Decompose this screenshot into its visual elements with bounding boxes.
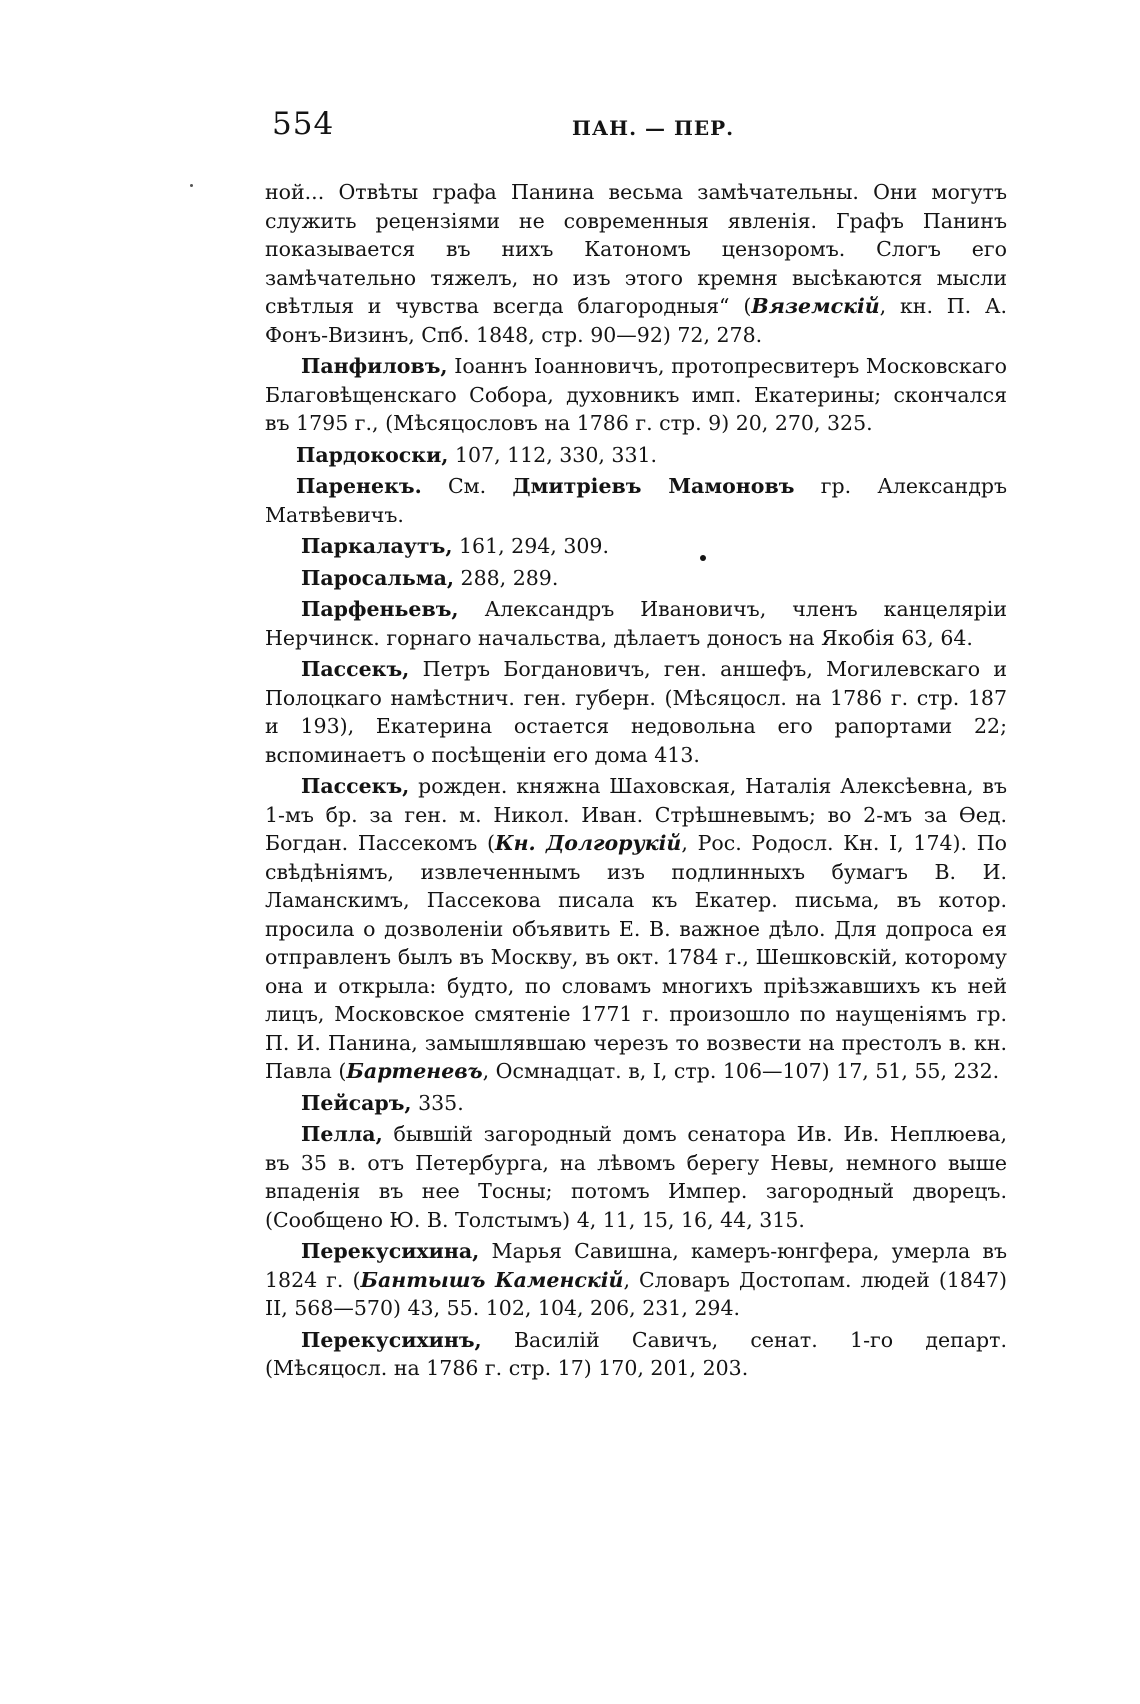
entry-text: бывшій загородный домъ сенатора Ив. Ив. Неплюева, въ 35 в. отъ Петербурга, на лѣвомъ берегу Невы, немного выше впаденія въ нее Тосны; потомъ Импер. загородный дворецъ. (Сообщено Ю. В. Толстымъ) 4, 11, 15, 16, 44, 315.	[265, 1122, 1007, 1232]
entry-passek-natalia	[265, 772, 1007, 1086]
entry-pella	[265, 1120, 1007, 1234]
entry-passek-petr	[265, 655, 1007, 769]
entry-citation: Кн. Долгорукій	[494, 831, 682, 855]
entry-parenek	[265, 472, 1007, 529]
entry-text: гр. Александръ Матвѣевичъ.	[265, 474, 1007, 527]
entry-citation: Бантышъ Каменскій	[360, 1267, 624, 1292]
entry-headword: Панфиловъ,	[301, 354, 448, 378]
entry-text: , Осмнадцат. в, I, стр. 106—107) 17, 51, 55, 232.	[482, 1059, 1000, 1083]
entry-citation: Бартеневъ	[346, 1059, 483, 1083]
entry-text: , Рос. Родосл. Кн. I, 174). По свѣдѣніямъ, извлеченнымъ изъ подлинныхъ бумагъ В. И. Ламанскимъ, Пассекова писала къ Екатер. письма, въ котор. просила о дозволеніи объявить Е. В. важное дѣло. Для допроса ея отправленъ былъ въ Москву, въ окт. 1784 г., Шешковскій, которому она и открыла: будто, по словамъ многихъ пріѣзжавшихъ къ ней лицъ, Московское смятеніе 1771 г. произошло по наущеніямъ гр. П. И. Панина, замышлявшаю черезъ то возвести на престолъ в. кн. Павла (	[265, 831, 1007, 1083]
entry-headword: Перекусихинъ,	[301, 1327, 482, 1352]
entry-text: Марья Савишна, камеръ-юнгфера, умерла въ 1824 г. (	[265, 1239, 1007, 1292]
entry-headword: Пассекъ,	[301, 657, 410, 681]
entry-panfilov	[265, 352, 1007, 438]
entry-text: Петръ Богдановичъ, ген. аншефъ, Могилевскаго и Полоцкаго намѣстнич. ген. губерн. (Мѣсяцосл. на 1786 г. стр. 187 и 193), Екатерина остается недовольна его рапортами 22; вспоминаетъ о посѣщеніи его дома 413.	[265, 657, 1007, 767]
entry-parkalaut	[265, 532, 1007, 561]
entry-perekusikhin	[265, 1326, 1007, 1383]
entry-citation: Вяземскій	[751, 294, 880, 318]
entry-headword: Парфеньевъ,	[301, 597, 459, 621]
entry-headword: Паренекъ.	[296, 474, 422, 498]
entry-peisar	[265, 1089, 1007, 1118]
entry-text: ной... Отвѣты графа Панина весьма замѣчательны. Они могутъ служить рецензіями не современныя явленія. Графъ Панинъ показывается въ нихъ Катономъ цензоромъ. Слогъ его замѣчательно тяжелъ, но изъ этого кремня высѣкаются мысли свѣтлыя и чувства всегда благородныя“ (	[265, 180, 1007, 318]
entry-headword: Перекусихина,	[301, 1239, 480, 1263]
entry-continuation	[265, 178, 1007, 349]
index-entries	[265, 178, 1007, 1386]
entry-text: рожден. княжна Шаховская, Наталія Алексѣевна, въ 1-мъ бр. за ген. м. Никол. Иван. Стрѣшневымъ; во 2-мъ за Ѳед. Богдан. Пассекомъ (	[265, 774, 1007, 855]
entry-headword: Пейсаръ,	[301, 1090, 412, 1115]
entry-parosalma	[265, 564, 1007, 593]
entry-perekusikhina	[265, 1237, 1007, 1323]
page-number: 554	[272, 106, 335, 142]
entry-text: 335.	[411, 1090, 464, 1115]
entry-text: , Словаръ Достопам. людей (1847) II, 568—570) 43, 55. 102, 104, 206, 231, 294.	[265, 1267, 1007, 1320]
entry-headword: Паркалаутъ,	[301, 534, 453, 558]
bullet-mark	[700, 555, 706, 561]
entry-text: См.	[421, 474, 513, 498]
entry-headword: Пардокоски,	[296, 442, 449, 467]
entry-headword: Паросальма,	[301, 565, 455, 590]
entry-text: Василій Савичъ, сенат. 1-го департ. (Мѣсяцосл. на 1786 г. стр. 17) 170, 201, 203.	[265, 1327, 1007, 1380]
page-header	[272, 106, 1007, 146]
entry-headword: Пассекъ,	[301, 774, 410, 798]
entry-cross-reference: Дмитріевъ Мамоновъ	[512, 474, 795, 498]
entry-text: 288, 289.	[454, 565, 559, 590]
entry-text: Александръ Ивановичъ, членъ канцеляріи Нерчинск. горнаго начальства, дѣлаетъ доносъ на Якобія 63, 64.	[265, 597, 1007, 650]
entry-text: 107, 112, 330, 331.	[448, 442, 658, 467]
entry-headword: Пелла,	[301, 1122, 383, 1146]
entry-text: Іоаннъ Іоанновичъ, протопресвитеръ Московскаго Благовѣщенскаго Собора, духовникъ имп. Екатерины; скончался въ 1795 г., (Мѣсяцословъ на 1786 г. стр. 9) 20, 270, 325.	[265, 354, 1007, 435]
entry-text: 161, 294, 309.	[452, 534, 609, 558]
entry-text: , кн. П. А. Фонъ-Визинъ, Спб. 1848, стр. 90—92) 72, 278.	[265, 294, 1008, 347]
running-head: ПАН. — ПЕР.	[572, 116, 735, 140]
entry-pardokoski	[265, 441, 1007, 470]
entry-parfenev	[265, 595, 1007, 652]
print-speck	[190, 184, 193, 187]
